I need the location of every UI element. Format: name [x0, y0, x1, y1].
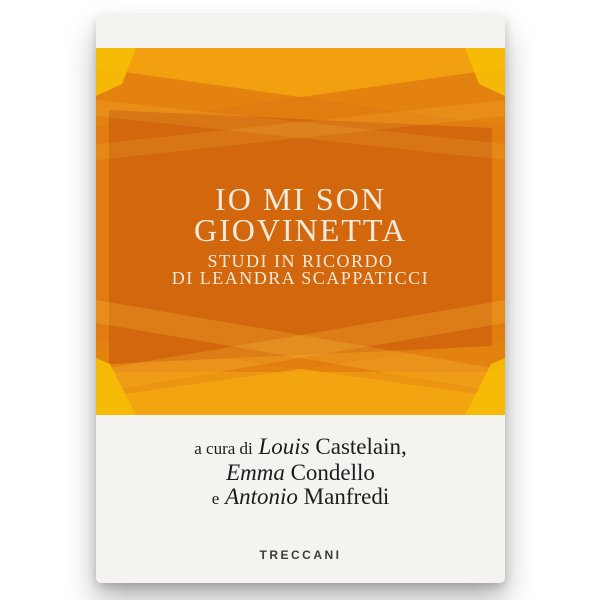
editors-credit-line	[96, 461, 505, 485]
book-subtitle-line: DI LEANDRA SCAPPATICCI	[171, 268, 430, 288]
editors-credit	[96, 435, 505, 511]
book-cover	[96, 15, 505, 583]
editor-surname: Condello	[290, 460, 375, 485]
editor-first-name: Antonio	[225, 484, 298, 509]
credit-prefix: a cura di	[194, 439, 253, 458]
editor-surname: Manfredi	[303, 484, 390, 509]
book-title-line: GIOVINETTA	[194, 212, 407, 248]
editor-surname: Castelain,	[315, 434, 407, 459]
book-subtitle-line: STUDI IN RICORDO	[207, 251, 394, 271]
editors-credit-line	[96, 435, 505, 461]
publisher-logo: TRECCANI	[259, 548, 342, 562]
artwork-bottom-band-shape	[96, 372, 505, 415]
book-subtitle	[96, 253, 505, 287]
editor-first-name: Louis	[258, 434, 310, 459]
credit-prefix: e	[211, 489, 220, 508]
book-title	[96, 181, 505, 248]
book-title-line: IO MI SON	[215, 181, 386, 217]
cover-artwork	[96, 48, 505, 415]
editors-credit-line	[96, 485, 505, 511]
editor-first-name: Emma	[226, 460, 285, 485]
